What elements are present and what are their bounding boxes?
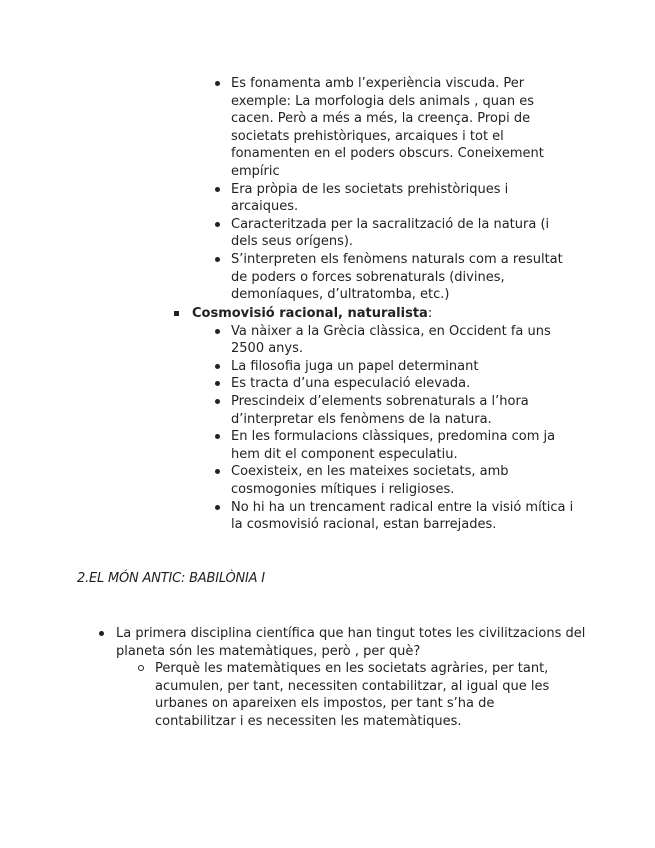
list-item-text: No hi ha un trencament radical entre la visió mítica i la cosmovisió racional, estan barrejades. xyxy=(231,499,574,533)
list-item-text: Es fonamenta amb l’experiència viscuda. Per exemple: La morfologia dels animals , quan es cacen. Però a més a més, la creença. Propi de societats prehistòriques, arcaiques i tot el fonamenten en el poders obscurs. Coneixement empíric xyxy=(231,76,544,179)
list-item-text: La filosofia juga un papel determinant xyxy=(231,358,479,374)
list-item-text: Va nàixer a la Grècia clàssica, en Occident fa uns 2500 anys. xyxy=(231,323,551,357)
list-item-text: En les formulacions clàssiques, predomina com ja hem dit el component especulatiu. xyxy=(231,429,556,462)
list-item xyxy=(231,499,581,534)
list-item xyxy=(155,660,575,730)
list-item xyxy=(231,75,576,181)
list-item xyxy=(231,375,581,393)
list-item xyxy=(231,216,576,251)
list-item-text: Caracteritzada per la sacralització de la natura (i dels seus orígens). xyxy=(231,216,550,250)
list-item-text: Coexisteix, en les mateixes societats, amb cosmogonies mítiques i religioses. xyxy=(231,464,509,497)
list-item-text: La primera disciplina científica que han tingut totes les civilitzacions del planeta són les matemàtiques, però , per què? xyxy=(116,626,586,659)
mathematics-list xyxy=(116,625,586,731)
list-item xyxy=(231,463,581,498)
list-item xyxy=(231,251,576,304)
list-item xyxy=(116,625,586,731)
list-item xyxy=(231,323,581,358)
list-item-text: Es tracta d’una especulació elevada. xyxy=(231,376,471,392)
rational-worldview-section xyxy=(192,305,582,534)
section-heading: 2.EL MÓN ANTIC: BABILÒNIA I xyxy=(77,571,265,586)
cosmovisio-title: Cosmovisió racional, naturalista xyxy=(192,306,428,321)
list-item xyxy=(231,358,581,376)
list-item xyxy=(231,181,576,216)
list-item-text: Era pròpia de les societats prehistòriques i arcaiques. xyxy=(231,181,509,215)
list-item-text: S’interpreten els fenòmens naturals com a resultat de poders o forces sobrenaturals (divines, demoníaques, d’ultratomba, etc.) xyxy=(231,251,563,303)
list-item-cosmovisio xyxy=(192,305,582,534)
list-item xyxy=(231,393,581,428)
list-item-text: Prescindeix d’elements sobrenaturals a l’hora d’interpretar els fenòmens de la natura. xyxy=(231,393,529,427)
cosmovisio-suffix: : xyxy=(427,306,433,321)
mythical-worldview-list xyxy=(231,75,576,304)
list-item xyxy=(231,428,581,463)
list-item-text: Perquè les matemàtiques en les societats agràries, per tant, acumulen, per tant, necessiten contabilitzar, al igual que les urbanes on apareixen els impostos, per tant s’ha de contabilitzar i es necessiten les matemàtiques. xyxy=(155,661,550,729)
